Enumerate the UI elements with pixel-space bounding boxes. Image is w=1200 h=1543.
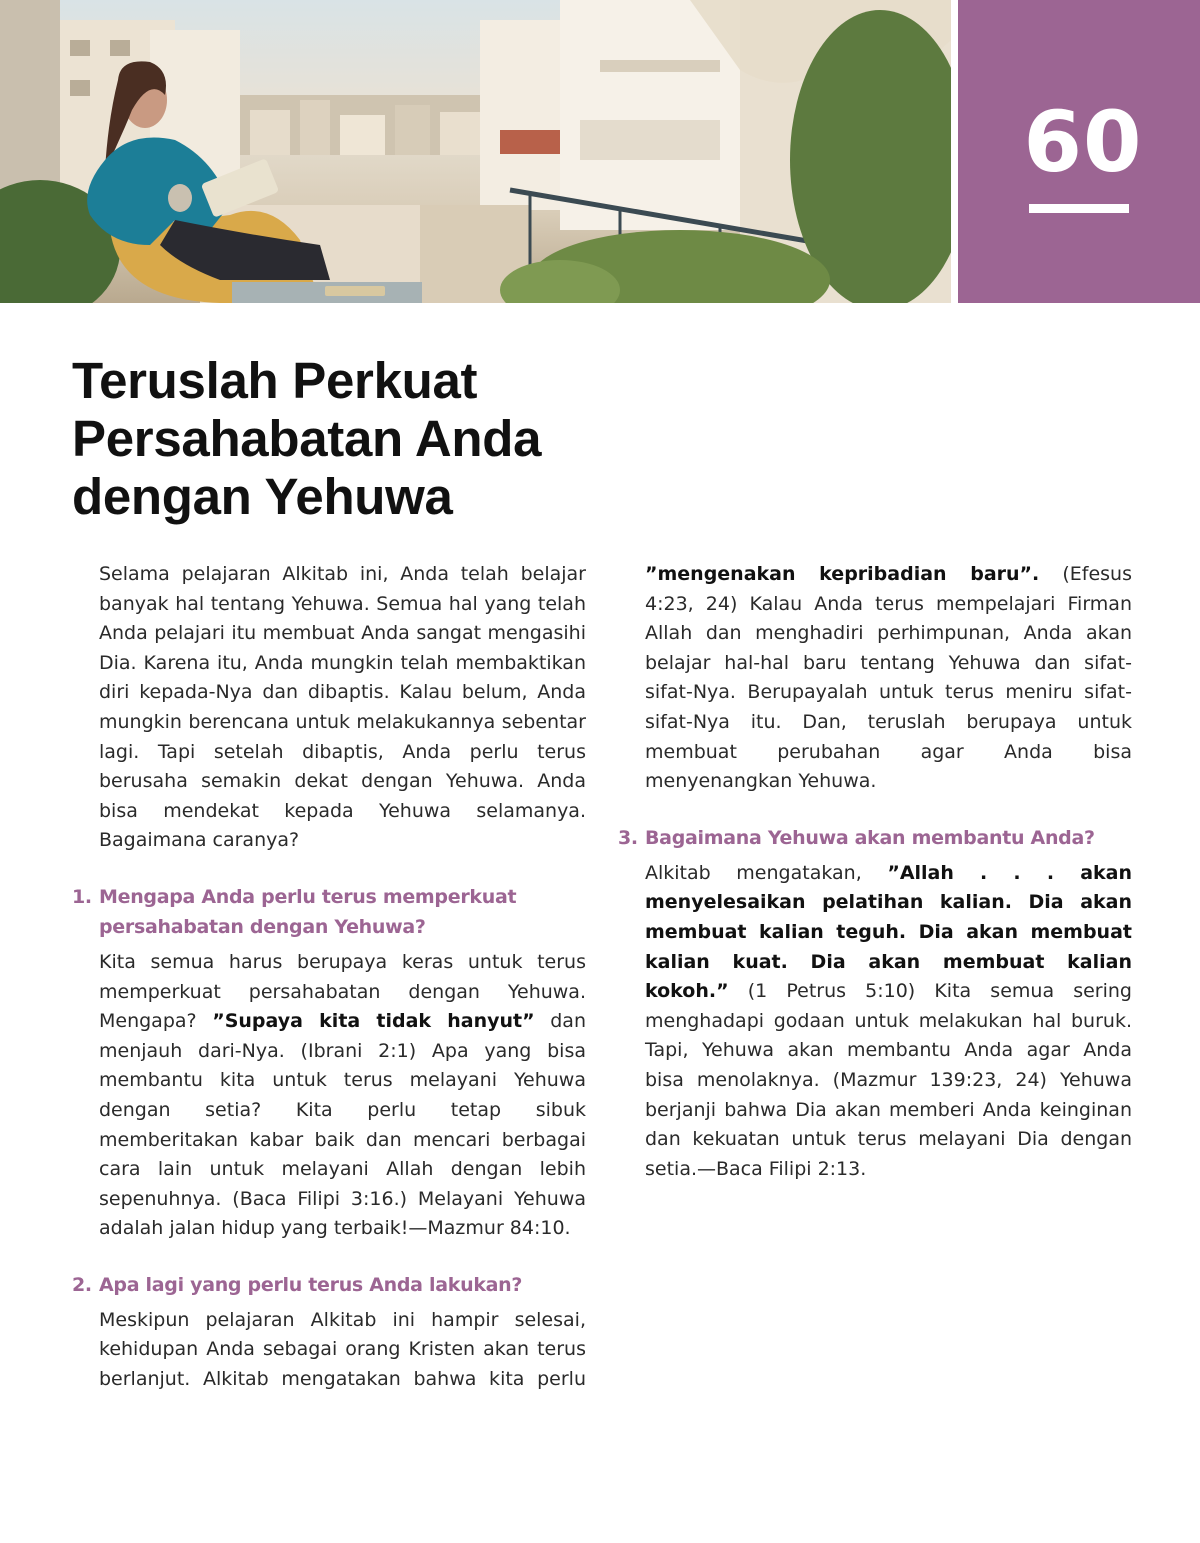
answer-2-bold-quote: ”mengenakan kepribadian baru”. bbox=[645, 563, 1040, 585]
answer-2-paragraph bbox=[72, 1306, 586, 1395]
chapter-underline bbox=[1029, 204, 1129, 213]
answer-2-continued bbox=[618, 560, 1132, 797]
answer-3-text-b: (1 Petrus 5:10) Kita semua sering menghadapi godaan untuk melakukan hal buruk. Tapi, Yehuwa akan membantu Anda agar Anda bisa menolaknya. (Mazmur 139:23, 24) Yehuwa berjanji bahwa Dia akan memberi Anda keinginan dan kekuatan untuk terus melayani Dia dengan setia.—Baca Filipi 2:13. bbox=[645, 980, 1132, 1180]
intro-paragraph: Selama pelajaran Alkitab ini, Anda telah belajar banyak hal tentang Yehuwa. Semua hal yang telah Anda pelajari itu membuat Anda sangat mengasihi Dia. Karena itu, Anda mungkin telah membaktikan diri kepada-Nya dan dibaptis. Kalau belum, Anda mungkin berencana untuk melakukannya sebentar lagi. Tapi setelah dibaptis, Anda perlu terus berusaha semakin dekat dengan Yehuwa. Anda bisa mendekat kepada Yehuwa selamanya. Bagaimana caranya? bbox=[99, 563, 586, 852]
answer-1-text-b: dan menjauh dari-Nya. (Ibrani 2:1) Apa yang bisa membantu kita untuk terus melayani Yehuwa dengan setia? Kita perlu tetap sibuk memberitakan kabar baik dan mencari berbagai cara lain untuk melayani Allah dengan lebih sepenuhnya. (Baca Filipi 3:16.) Melayani Yehuwa adalah jalan hidup yang terbaik!—Mazmur 84:10. bbox=[99, 1010, 586, 1240]
page-title: Teruslah Perkuat Persahabatan Anda dengan Yehuwa bbox=[72, 352, 542, 525]
right-column bbox=[618, 560, 1132, 1184]
chapter-badge bbox=[958, 0, 1200, 303]
chapter-number: 60 bbox=[1023, 93, 1143, 191]
question-3 bbox=[618, 823, 1132, 853]
left-column bbox=[72, 560, 586, 1395]
balcony-scene-illustration bbox=[0, 0, 951, 303]
question-3-number: 3. bbox=[618, 826, 638, 849]
question-2 bbox=[72, 1270, 586, 1300]
answer-2-text-a: Meskipun pelajaran Alkitab ini hampir selesai, kehidupan Anda sebagai orang Kristen akan terus berlanjut. Alkitab mengatakan bahwa kita perlu bbox=[99, 1308, 586, 1391]
question-1-text: Mengapa Anda perlu terus memperkuat persahabatan dengan Yehuwa? bbox=[99, 885, 517, 938]
question-1-number: 1. bbox=[72, 885, 92, 908]
answer-1-text-a: Kita semua harus berupaya keras untuk terus memperkuat persahabatan dengan Yehuwa. Mengapa? bbox=[99, 950, 586, 1033]
question-2-text: Apa lagi yang perlu terus Anda lakukan? bbox=[99, 1273, 523, 1296]
answer-1-bold-quote: ”Supaya kita tidak hanyut” bbox=[212, 1010, 535, 1033]
question-3-text: Bagaimana Yehuwa akan membantu Anda? bbox=[645, 826, 1095, 849]
answer-1-paragraph bbox=[72, 948, 586, 1244]
answer-2-text-b: (Efesus 4:23, 24) Kalau Anda terus mempelajari Firman Allah dan menghadiri perhimpunan, Anda akan belajar hal-hal baru tentang Yehuwa dan sifat-sifat-Nya. Berupayalah untuk terus meniru sifat-sifat-Nya itu. Dan, teruslah berupaya untuk membuat perubahan agar Anda bisa menyenangkan Yehuwa. bbox=[645, 563, 1132, 793]
question-1 bbox=[72, 882, 586, 942]
answer-3-paragraph bbox=[618, 859, 1132, 1185]
hero-image bbox=[0, 0, 951, 303]
question-2-number: 2. bbox=[72, 1273, 92, 1296]
answer-3-bold-quote: ”Allah . . . akan menyelesaikan pelatihan kalian. Dia akan membuat kalian teguh. Dia akan membuat kalian kuat. Dia akan membuat kalian kokoh.” bbox=[645, 861, 1132, 1003]
answer-3-text-a: Alkitab mengatakan, bbox=[645, 861, 888, 884]
